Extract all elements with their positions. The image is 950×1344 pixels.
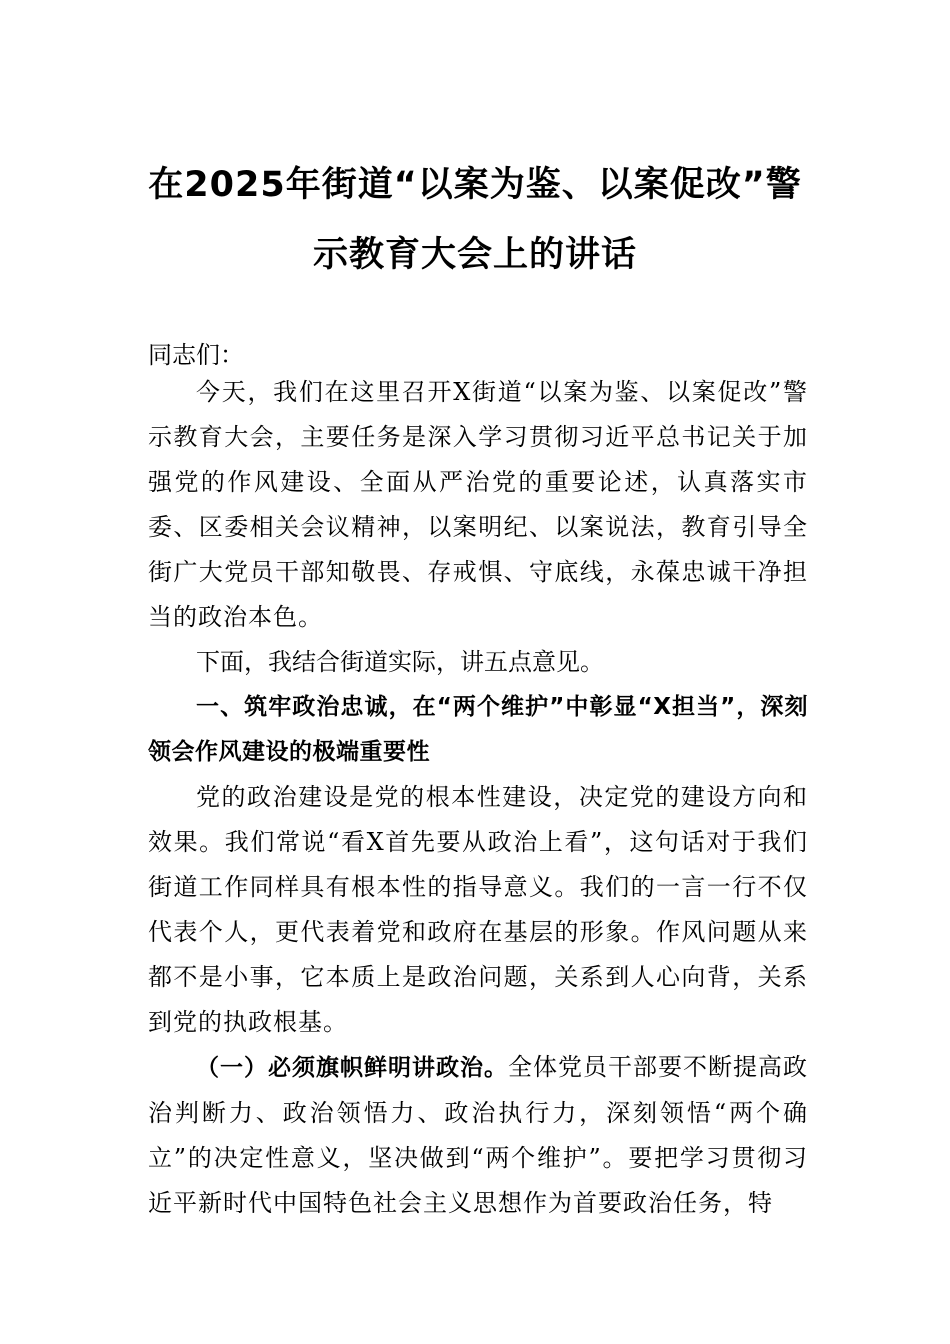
salutation: 同志们：	[148, 341, 244, 369]
subheading-1: （一）必须旗帜鲜明讲政治。	[196, 1055, 508, 1081]
document-title-line-1: 在2025年街道“以案为鉴、以案促改”警	[148, 165, 802, 205]
document-title-line-2: 示教育大会上的讲话	[312, 235, 637, 275]
paragraph-outline: 下面，我结合街道实际，讲五点意见。	[196, 648, 604, 676]
section-heading-1: 一、筑牢政治忠诚，在“两个维护”中彰显“X担当”，深刻领会作风建设的极端重要性	[148, 694, 808, 765]
paragraph-subsection-1	[148, 1045, 808, 1226]
paragraph-political-building: 党的政治建设是党的根本性建设，决定党的建设方向和效果。我们常说“看X首先要从政治上看”，这句话对于我们街道工作同样具有根本性的指导意义。我们的一言一行不仅代表个人，更代表着党和政府在基层的形象。作风问题从来都不是小事，它本质上是政治问题，关系到人心向背，关系到党的执政根基。	[148, 783, 808, 1036]
subsection-1-body: 全体党员干部要不断提高政治判断力、政治领悟力、政治执行力，深刻领悟“两个确立”的决定性意义，坚决做到“两个维护”。要把学习贯彻习近平新时代中国特色社会主义思想作为首要政治任务，特	[148, 1053, 808, 1217]
paragraph-opening: 今天，我们在这里召开X街道“以案为鉴、以案促改”警示教育大会，主要任务是深入学习贯彻习近平总书记关于加强党的作风建设、全面从严治党的重要论述，认真落实市委、区委相关会议精神，以案明纪、以案说法，教育引导全街广大党员干部知敬畏、存戒惧、守底线，永葆忠诚干净担当的政治本色。	[148, 378, 808, 631]
